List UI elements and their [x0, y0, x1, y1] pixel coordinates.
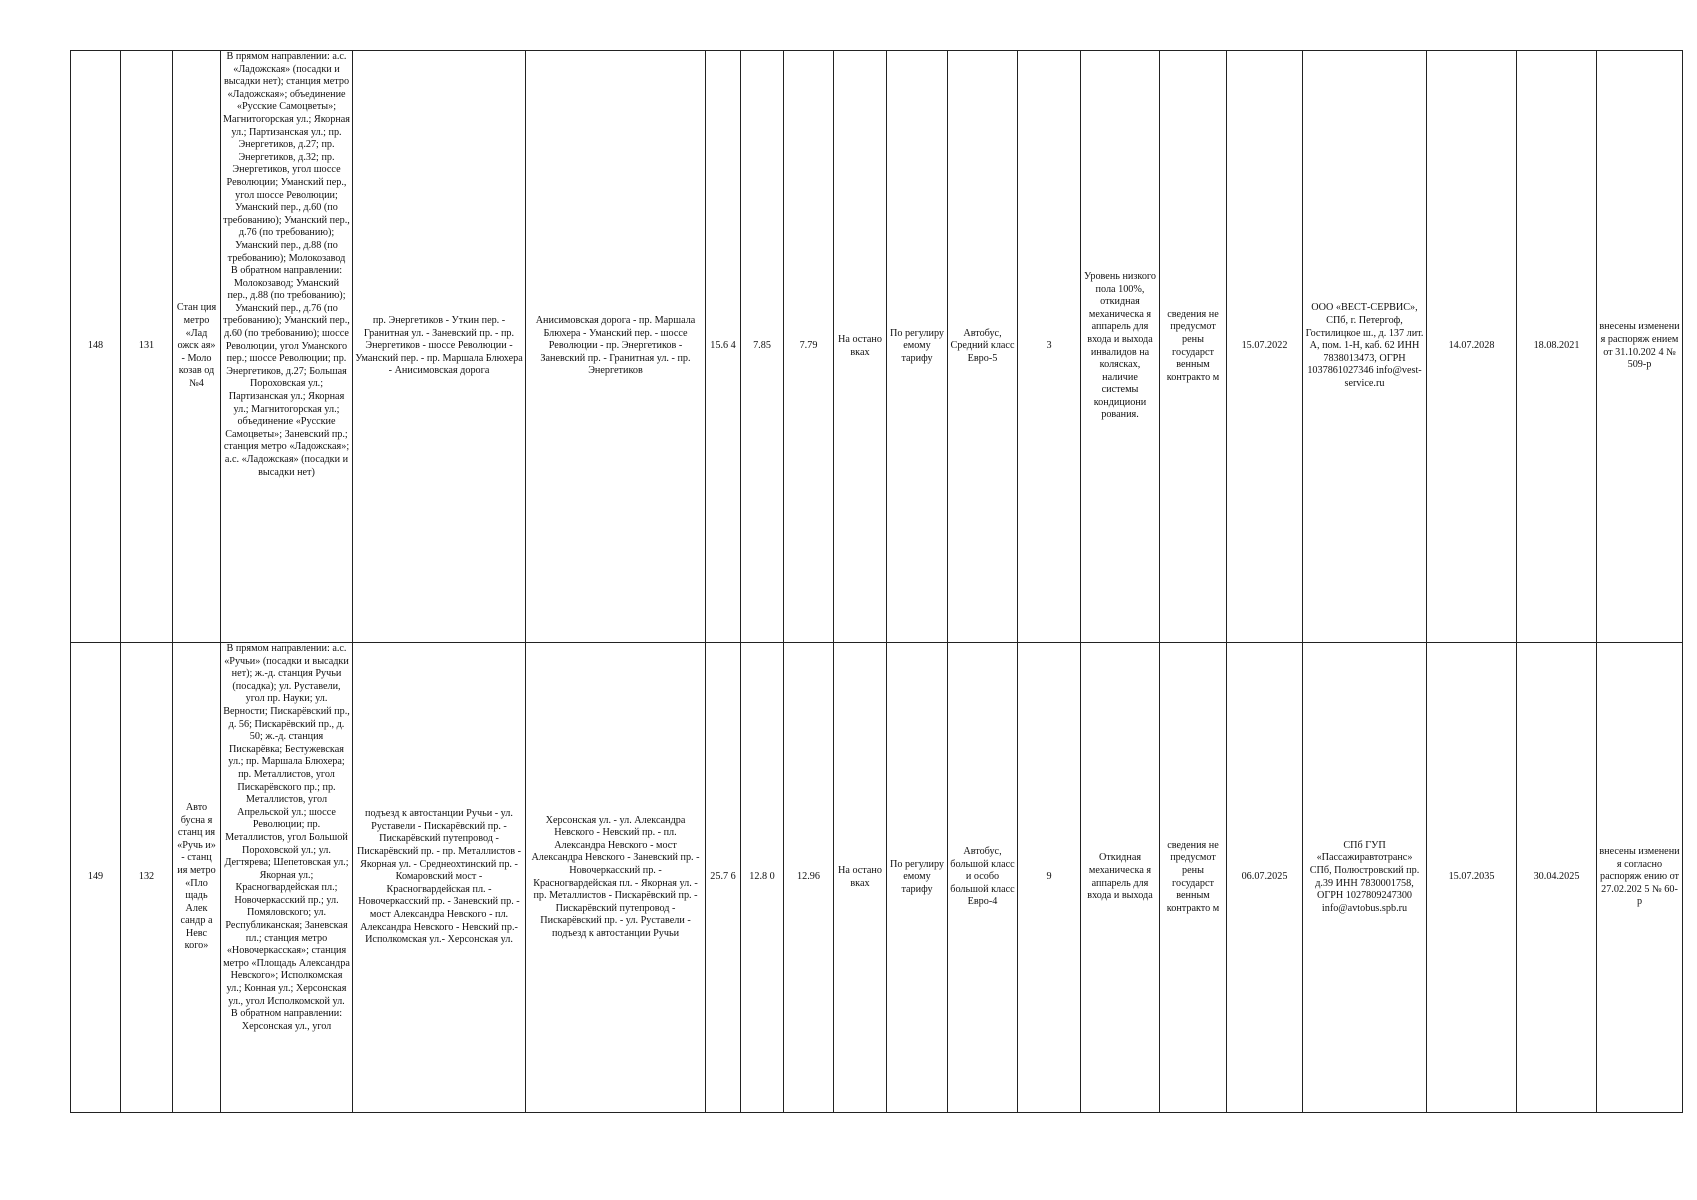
- path-back: Анисимовская дорога - пр. Маршала Блюхера - Уманский пер. - шоссе Революции - пр. Энергетиков - Заневский пр. - Гранитная ул. - пр. Энергетиков: [526, 51, 706, 643]
- vehicle-count: 9: [1018, 643, 1081, 1113]
- route-length-forward: 12.8 0: [741, 643, 784, 1113]
- route-stops-text: В прямом направлении: а.с. «Ручьи» (посадки и высадки нет); ж.-д. станция Ручьи (посадка); ул. Руставели, угол пр. Науки; ул. Верности; Пискарёвский пр., д. 56; Пискарёвский пр., д. 50; ж.-д. станция Пискарёвка; Бестужевская ул.; пр. Маршала Блюхера; пр. Металлистов, угол Пискарёвского пр.; пр. Металлистов, угол Апрельской ул.; шоссе Революции; пр. Металлистов, угол Большой Пороховской ул.; ул. Дегтярева; Шепетовская ул.; Якорная ул.; Красногвардейская пл.; Новочеркасский пр.; ул. Помяловского; ул. Республиканская; Заневская пл.; станция метро «Новочеркасская»; станция метро «Площадь Александра Невского»; Исполкомская ул.; Конная ул.; Херсонская ул., угол Исполкомской ул. В обратном направлении: Херсонская ул., угол: [223, 643, 350, 1032]
- route-length-total: 25.7 6: [706, 643, 741, 1113]
- route-number: 131: [121, 51, 173, 643]
- table-row: [71, 643, 1683, 1113]
- route-length-back: 12.96: [784, 643, 834, 1113]
- contract-info: сведения не предусмот рены государст венным контракто м: [1160, 643, 1227, 1113]
- vehicle-type: Автобус, большой класс и особо большой класс Евро-4: [948, 643, 1018, 1113]
- stops-order: На остано вках: [834, 51, 887, 643]
- table-row: [71, 51, 1683, 643]
- contract-info: сведения не предусмот рены государст венным контракто м: [1160, 51, 1227, 643]
- change-date: 30.04.2025: [1517, 643, 1597, 1113]
- path-forward: пр. Энергетиков - Уткин пер. - Гранитная ул. - Заневский пр. - пр. Энергетиков - шоссе Революции - Уманский пер. - пр. Маршала Блюхера - Анисимовская дорога: [353, 51, 526, 643]
- tariff-type: По регулиру емому тарифу: [887, 51, 948, 643]
- route-length-forward: 7.85: [741, 51, 784, 643]
- stops-order: На остано вках: [834, 643, 887, 1113]
- path-forward: подъезд к автостанции Ручьи - ул. Руставели - Пискарёвский пр. - Пискарёвский путепровод - Пискарёвский пр. - пр. Металлистов - Якорная ул. - Среднеохтинский пр. - Комаровский мост - Красногвардейская пл. - Новочеркасский пр. - Заневский пр. - мост Александра Невского - пл. Александра Невского - Невский пр.- Исполкомская ул.- Херсонская ул.: [353, 643, 526, 1113]
- start-date: 06.07.2025: [1227, 643, 1303, 1113]
- registry-table: [70, 50, 1683, 1113]
- route-name: Авто бусна я станц ия «Ручь и» - станц ия метро «Пло щадь Алек сандр а Невс кого»: [173, 643, 221, 1113]
- start-date: 15.07.2022: [1227, 51, 1303, 643]
- path-back: Херсонская ул. - ул. Александра Невского - Невский пр. - пл. Александра Невского - мост Александра Невского - Заневский пр. - Новочеркасский пр. - Красногвардейская пл. - Якорная ул. - пр. Металлистов - Пискарёвский пр. - Пискарёвский путепровод - Пискарёвский пр. - ул. Руставели - подъезд к автостанции Ручьи: [526, 643, 706, 1113]
- carrier-info: СПб ГУП «Пассажиравтотранс» СПб, Полюстровский пр. д.39 ИНН 7830001758, ОГРН 1027809247300 info@avtobus.spb.ru: [1303, 643, 1427, 1113]
- vehicle-features: Откидная механическа я аппарель для входа и выхода: [1081, 643, 1160, 1113]
- vehicle-type: Автобус, Средний класс Евро-5: [948, 51, 1018, 643]
- vehicle-count: 3: [1018, 51, 1081, 643]
- change-note: внесены изменени я согласно распоряж ению от 27.02.202 5 № 60-р: [1597, 643, 1683, 1113]
- end-date: 15.07.2035: [1427, 643, 1517, 1113]
- change-date: 18.08.2021: [1517, 51, 1597, 643]
- route-stops: [221, 643, 353, 1113]
- end-date: 14.07.2028: [1427, 51, 1517, 643]
- tariff-type: По регулиру емому тарифу: [887, 643, 948, 1113]
- route-length-total: 15.6 4: [706, 51, 741, 643]
- row-number: 148: [71, 51, 121, 643]
- carrier-info: ООО «ВЕСТ-СЕРВИС», СПб, г. Петергоф, Гостилицкое ш., д. 137 лит. А, пом. 1-Н, каб. 62 ИНН 7838013473, ОГРН 1037861027346 info@vest-service.ru: [1303, 51, 1427, 643]
- route-name: Стан ция метро «Лад ожск ая» - Моло козав од №4: [173, 51, 221, 643]
- route-length-back: 7.79: [784, 51, 834, 643]
- route-stops: [221, 51, 353, 643]
- route-stops-text: В прямом направлении: а.с. «Ладожская» (посадки и высадки нет); станция метро «Ладожская»; объединение «Русские Самоцветы»; Магнитогорская ул.; Якорная ул.; Партизанская ул.; пр. Энергетиков, д.27; пр. Энергетиков, д.32; пр. Энергетиков, угол шоссе Революции; Уманский пер., угол шоссе Революции; Уманский пер., д.60 (по требованию); Уманский пер., д.76 (по требованию); Уманский пер., д.88 (по требованию); Молокозавод В обратном направлении: Молокозавод; Уманский пер., д.88 (по требованию); Уманский пер., д.76 (по требованию); Уманский пер., д.60 (по требованию); шоссе Революции, угол Уманского пер.; шоссе Революции; пр. Энергетиков, д.27; Большая Пороховская ул.; Партизанская ул.; Якорная ул.; Магнитогорская ул.; объединение «Русские Самоцветы»; Заневский пр.; станция метро «Ладожская»; а.с. «Ладожская» (посадки и высадки нет): [223, 51, 350, 478]
- vehicle-features: Уровень низкого пола 100%, откидная механическа я аппарель для входа и выхода инвалидов на колясках, наличие системы кондициони рования.: [1081, 51, 1160, 643]
- row-number: 149: [71, 643, 121, 1113]
- route-number: 132: [121, 643, 173, 1113]
- change-note: внесены изменени я распоряж ением от 31.10.202 4 № 509-р: [1597, 51, 1683, 643]
